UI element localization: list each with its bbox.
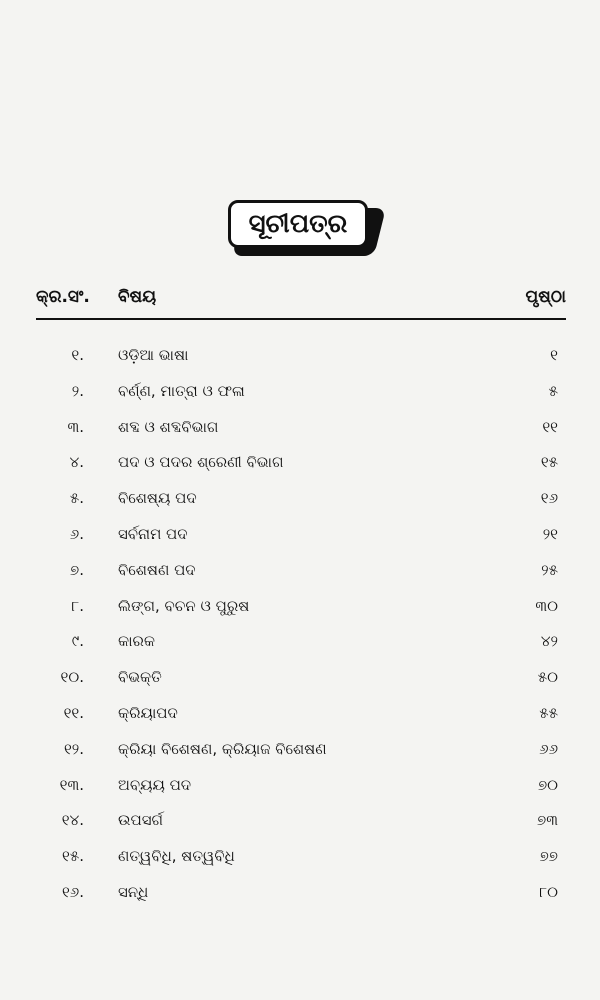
list-item[interactable] [36,342,566,378]
item-page-number: ୬୬ [539,739,558,758]
item-topic: ସନ୍ଧି [118,882,149,901]
item-page-number: ୪୨ [540,632,558,651]
item-topic: ପଦ ଓ ପଦର ଶ୍ରେଣୀ ବିଭାଗ [118,453,284,472]
list-item[interactable] [36,772,566,808]
item-page-number: ୭୦ [537,775,558,794]
item-number: ୧. [71,346,84,364]
title-badge [228,200,388,262]
item-topic: କାରକ [118,632,155,651]
item-page-number: ୧୧ [542,417,558,436]
header-divider [36,318,566,320]
item-page-number: ୨୧ [542,524,558,543]
item-number: ୮. [71,596,84,615]
list-item[interactable] [36,843,566,879]
item-page-number: ୧୬ [540,489,558,508]
item-page-number: ୫୫ [539,703,558,722]
item-page-number: ୭୩ [537,811,558,830]
item-page-number: ୧ [550,346,558,364]
item-topic: ଉପସର୍ଗ [118,811,164,830]
item-topic: ଅବ୍ୟୟ ପଦ [118,775,192,794]
item-topic: ବିଭକ୍ତି [118,668,162,687]
list-item[interactable] [36,736,566,772]
item-number: ୩. [67,417,84,436]
item-page-number: ୮୦ [539,882,558,901]
item-page-number: ୨୫ [541,560,558,579]
item-topic: ବିଶେଷଣ ପଦ [118,560,196,579]
item-number: ୨. [71,381,84,400]
item-number: ୧୧. [63,703,84,722]
item-number: ୧୨. [63,739,84,758]
item-number: ୪. [69,453,84,472]
list-item[interactable] [36,664,566,700]
item-topic: ସର୍ବନାମ ପଦ [118,524,188,543]
item-page-number: ୫୦ [537,668,558,687]
item-topic: କ୍ରିୟାପଦ [118,703,178,722]
list-item[interactable] [36,521,566,557]
item-number: ୯. [71,632,84,651]
list-item[interactable] [36,879,566,915]
list-item[interactable] [36,557,566,593]
list-item[interactable] [36,807,566,843]
table-header [36,283,566,313]
item-topic: ଓଡ଼ିଆ ଭାଷା [118,346,189,364]
item-page-number: ୧୫ [540,453,558,472]
list-item[interactable] [36,485,566,521]
contents-list [36,342,566,915]
list-item[interactable] [36,593,566,629]
page-title: ସୂଚୀପତ୍ର [228,200,368,248]
list-item[interactable] [36,378,566,414]
list-item[interactable] [36,414,566,450]
item-number: ୭. [70,560,84,579]
item-topic: ଶବ୍ଦ ଓ ଶବ୍ଦବିଭାଗ [118,417,219,436]
item-page-number: ୫ [548,381,558,400]
header-serial: କ୍ର.ସଂ. [36,287,90,307]
item-topic: କ୍ରିୟା ବିଶେଷଣ, କ୍ରିୟାଜ ବିଶେଷଣ [118,739,327,758]
header-page: ପୃଷ୍ଠା [525,287,566,307]
item-number: ୧୪. [61,811,84,830]
list-item[interactable] [36,449,566,485]
item-number: ୧୬. [61,882,84,901]
item-number: ୫. [69,489,84,508]
header-subject: ବିଷୟ [118,287,157,307]
list-item[interactable] [36,628,566,664]
item-number: ୧୩. [59,775,84,794]
item-topic: ବର୍ଣ୍ଣ, ମାତ୍ରା ଓ ଫଳା [118,381,245,400]
item-topic: ବିଶେଷ୍ୟ ପଦ [118,489,197,508]
item-topic: ଲିଙ୍ଗ, ବଚନ ଓ ପୁରୁଷ [118,596,250,615]
item-number: ୧୫. [62,847,84,866]
item-page-number: ୭୭ [539,847,558,866]
item-number: ୧୦. [60,668,84,687]
item-topic: ଣତ୍ୱବିଧି, ଷତ୍ୱବିଧି [118,847,235,866]
item-page-number: ୩୦ [535,596,558,615]
list-item[interactable] [36,700,566,736]
item-number: ୬. [69,524,84,543]
